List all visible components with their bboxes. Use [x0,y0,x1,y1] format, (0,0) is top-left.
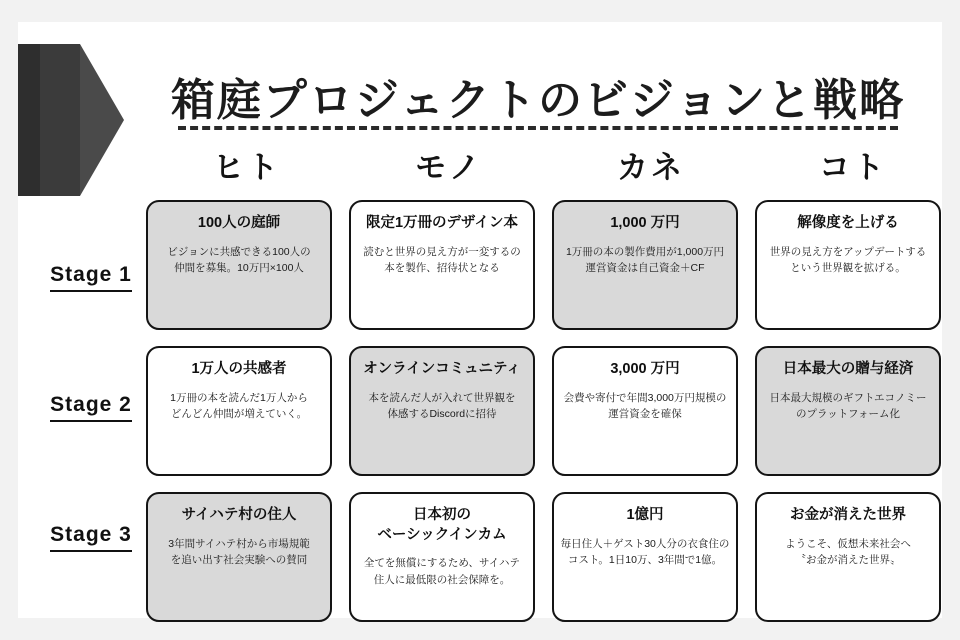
stage-label-1 [32,212,150,342]
column-header-kane: カネ [617,150,685,185]
stage-label-3-text: Stage 3 [50,523,132,552]
cell-body: 日本最大規模のギフトエコノミー のプラットフォーム化 [769,391,927,421]
cell-title: オンラインコミュニティ [363,361,521,377]
cell-body: 3年間サイハテ村から市場規範 を追い出す社会実験への賛同 [168,537,310,567]
stage-label-3 [32,472,150,602]
matrix-cell [552,200,738,330]
cell-title: 1,000 万円 [610,215,680,231]
matrix-cell [146,346,332,476]
cell-title: 限定1万冊のデザイン本 [365,215,519,231]
cell-title: 1万人の共感者 [191,361,287,377]
cell-body: 1万冊の本を読んだ1万人から どんどん仲間が増えていく。 [170,391,308,421]
stage-label-2 [32,342,150,472]
cell-title: 解像度を上げる [797,215,899,231]
decorative-arrow-head [80,44,124,196]
cell-body: 読むと世界の見え方が一変するの 本を製作、招待状となる [363,245,521,275]
stage-labels [32,212,150,602]
cell-body: 会費や寄付で年間3,000万円規模の 運営資金を確保 [563,391,727,421]
cell-title: サイハテ村の住人 [181,507,297,523]
column-header-hito: ヒト [213,150,281,185]
matrix-cell [755,346,941,476]
matrix-cell [755,492,941,622]
cell-title: 日本最大の贈与経済 [782,361,914,377]
column-header-koto: コト [819,150,887,185]
cell-body: ようこそ、仮想未来社会へ 〝お金が消えた世界〟 [785,537,911,567]
cell-title: 1億円 [626,507,664,523]
page-title: 箱庭プロジェクトのビジョンと戦略 [170,76,906,125]
matrix-cell [349,492,535,622]
column-header-mono: モノ [415,150,483,185]
matrix-row [146,492,958,622]
cell-body: ビジョンに共感できる100人の 仲間を募集。10万円×100人 [167,245,311,275]
stage-label-2-text: Stage 2 [50,393,132,422]
matrix-row [146,200,958,330]
column-headers [146,142,954,187]
cell-body: 毎日住人＋ゲスト30人分の衣食住の コスト。1日10万、3年間で1億。 [560,537,730,567]
cell-body: 本を読んだ人が入れて世界観を 体感するDiscordに招待 [368,391,516,421]
matrix-cell [349,200,535,330]
cell-body: 世界の見え方をアップデートする という世界観を拡げる。 [769,245,927,275]
title-divider [178,126,898,130]
cell-body: 全てを無償にするため、サイハテ 住人に最低限の社会保障を。 [363,557,521,586]
matrix-cell [146,200,332,330]
cell-title: 100人の庭師 [197,215,281,231]
matrix-cell [146,492,332,622]
matrix-cell [552,492,738,622]
cell-body: 1万冊の本の製作費用が1,000万円 運営資金は自己資金＋CF [565,245,725,275]
matrix-cell [349,346,535,476]
slide-surface [18,22,942,618]
matrix-row [146,346,958,476]
matrix-cell [755,200,941,330]
matrix-grid [146,200,958,638]
decorative-arrow-shade [18,44,40,196]
cell-title: 日本初の ベーシックインカム [377,507,507,543]
cell-title: お金が消えた世界 [790,507,906,523]
stage-label-1-text: Stage 1 [50,263,132,292]
matrix-cell [552,346,738,476]
cell-title: 3,000 万円 [610,361,680,377]
